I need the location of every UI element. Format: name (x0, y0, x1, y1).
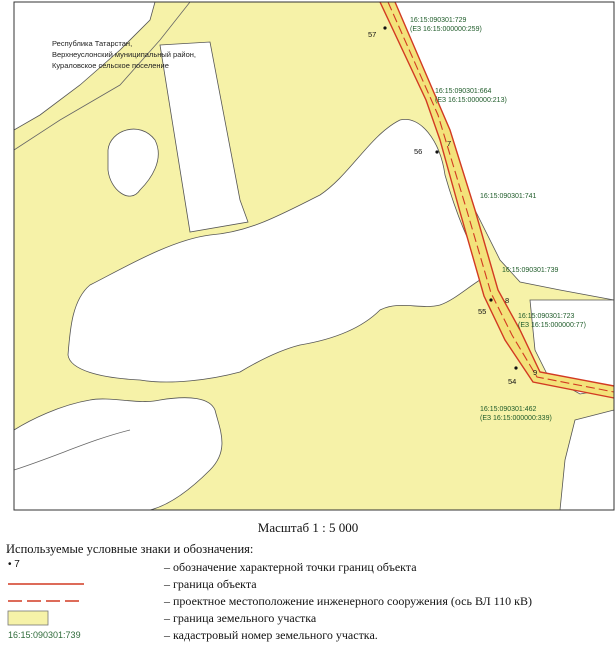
cadastral-label-664: 16:15:090301:664 (435, 88, 492, 95)
point-label-57: 57 (368, 30, 377, 39)
cadastral-label-729: 16:15:090301:729 (410, 17, 467, 24)
legend-row-cadastral (6, 627, 612, 644)
region-label-line-3: Кураловское сельское поселение (52, 61, 169, 70)
cadastral-symbol-text: 16:15:090301:739 (8, 630, 81, 640)
region-label-line-2: Верхнеуслонский муниципальный район, (52, 50, 196, 59)
legend-symbol-cadastral (6, 627, 156, 644)
legend (6, 542, 612, 644)
point-label-7: 7 (447, 139, 452, 148)
cadastral-label-741: 16:15:090301:741 (480, 193, 537, 200)
legend-desc-vl-axis: – проектное местоположение инженерного сооружения (ось ВЛ 110 кВ) (164, 594, 533, 608)
cadastral-label-664-ez: (ЕЗ 16:15:000000:213) (435, 97, 507, 104)
region-label-line-1: Республика Татарстан, (52, 39, 133, 48)
point-label-8: 8 (505, 296, 510, 305)
legend-symbol-point (6, 559, 156, 576)
scale-label: Масштаб 1 : 5 000 (257, 520, 359, 535)
point-marker-57 (383, 26, 386, 29)
cadastral-label-462-ez: (ЕЗ 16:15:000000:339) (480, 415, 552, 422)
legend-desc-point: – обозначение характерной точки границ объекта (164, 560, 417, 574)
legend-row-vl-axis (6, 593, 612, 610)
cadastral-label-739: 16:15:090301:739 (502, 267, 559, 274)
cadastral-label-723-ez: (ЕЗ 16:15:000000:77) (518, 322, 586, 329)
legend-symbol-parcel-boundary (6, 610, 156, 627)
point-label-56: 56 (414, 147, 423, 156)
cadastral-label-723: 16:15:090301:723 (518, 313, 575, 320)
point-label-55: 55 (478, 307, 487, 316)
legend-desc-object-boundary: – граница объекта (164, 577, 257, 591)
legend-title: Используемые условные знаки и обозначения: (6, 542, 254, 556)
point-label-9: 9 (533, 368, 538, 377)
legend-symbol-object-boundary (6, 576, 156, 593)
legend-desc-parcel-boundary: – граница земельного участка (164, 611, 317, 625)
point-marker-56 (435, 150, 438, 153)
legend-row-point (6, 559, 612, 576)
point-symbol-text: • 7 (8, 559, 20, 570)
legend-row-object-boundary (6, 576, 612, 593)
cadastral-label-462: 16:15:090301:462 (480, 406, 537, 413)
legend-row-parcel-boundary (6, 610, 612, 627)
legend-symbol-vl-axis (6, 593, 156, 610)
point-marker-54 (514, 366, 517, 369)
point-label-54: 54 (508, 377, 517, 386)
point-marker-55 (489, 298, 492, 301)
legend-desc-cadastral: – кадастровый номер земельного участка. (164, 628, 378, 642)
cadastral-label-729-ez: (ЕЗ 16:15:000000:259) (410, 26, 482, 33)
